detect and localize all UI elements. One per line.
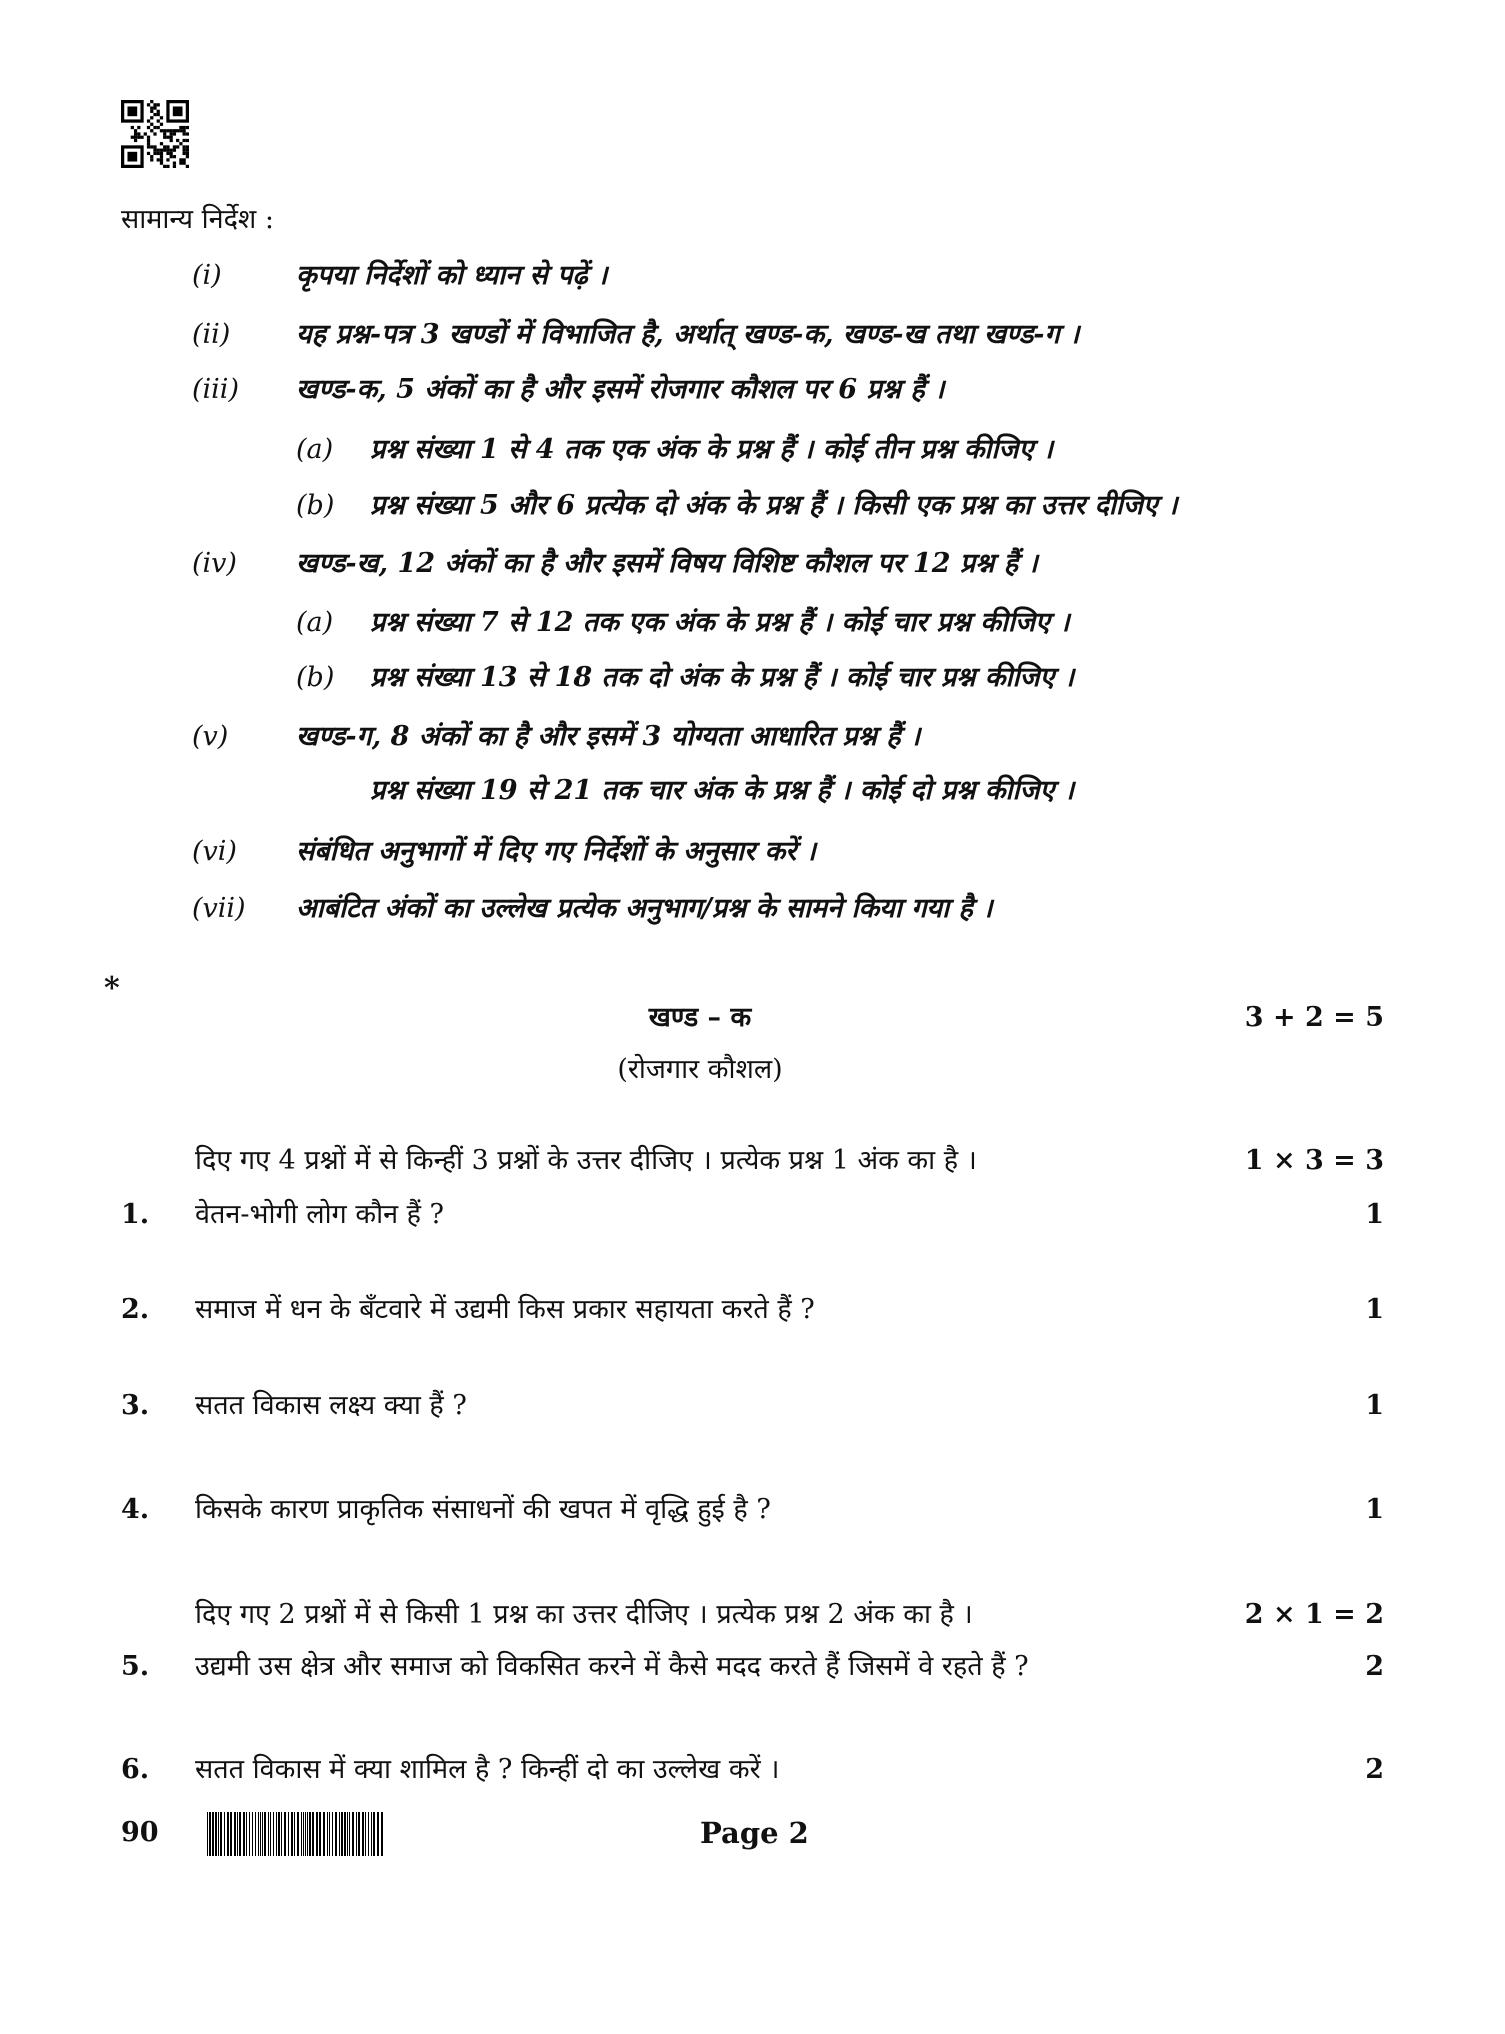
question-marks: 1	[1365, 1494, 1384, 1525]
sub-instruction-label: (b)	[296, 490, 335, 521]
sub-instruction-text: प्रश्न संख्या 7 से 12 तक एक अंक के प्रश्न हैं । कोई चार प्रश्न कीजिए ।	[370, 607, 1070, 638]
sub-instruction-text: प्रश्न संख्या 5 और 6 प्रत्येक दो अंक के प्रश्न हैं । किसी एक प्रश्न का उत्तर दीजिए ।	[370, 490, 1178, 521]
instruction-continuation: प्रश्न संख्या 19 से 21 तक चार अंक के प्रश्न हैं । कोई दो प्रश्न कीजिए ।	[370, 775, 1075, 806]
question-text: किसके कारण प्राकृतिक संसाधनों की खपत में वृद्धि हुई है ?	[195, 1494, 771, 1525]
sub-instruction-label: (a)	[296, 434, 334, 465]
general-instructions-heading: सामान्य निर्देश :	[121, 204, 274, 235]
instruction-label: (ii)	[192, 319, 231, 350]
group-instruction: दिए गए 4 प्रश्नों में से किन्हीं 3 प्रश्नों के उत्तर दीजिए । प्रत्येक प्रश्न 1 अंक का है ।	[195, 1145, 977, 1176]
instruction-text: यह प्रश्न-पत्र 3 खण्डों में विभाजित है, अर्थात् खण्ड-क, खण्ड-ख तथा खण्ड-ग ।	[296, 319, 1080, 350]
instruction-label: (iii)	[192, 374, 239, 405]
group-marks: 1 × 3 = 3	[1244, 1145, 1384, 1176]
instruction-text: कृपया निर्देशों को ध्यान से पढ़ें ।	[296, 260, 608, 291]
section-subtitle: (रोजगार कौशल)	[617, 1054, 783, 1085]
question-number: 6.	[121, 1754, 150, 1785]
instruction-text: खण्ड-क, 5 अंकों का है और इसमें रोजगार कौशल पर 6 प्रश्न हैं ।	[296, 374, 945, 405]
sub-instruction-label: (a)	[296, 607, 334, 638]
instruction-label: (vii)	[192, 893, 246, 924]
instruction-text: खण्ड-ख, 12 अंकों का है और इसमें विषय विशिष्ट कौशल पर 12 प्रश्न हैं ।	[296, 548, 1038, 579]
question-number: 4.	[121, 1494, 150, 1525]
instruction-label: (vi)	[192, 836, 237, 867]
question-marks: 1	[1365, 1199, 1384, 1230]
question-marks: 1	[1365, 1390, 1384, 1421]
instruction-label: (iv)	[192, 548, 237, 579]
question-marks: 2	[1365, 1754, 1384, 1785]
question-number: 1.	[121, 1199, 150, 1230]
instruction-text: आबंटित अंकों का उल्लेख प्रत्येक अनुभाग/प्रश्न के सामने किया गया है ।	[296, 893, 993, 924]
instruction-label: (i)	[192, 260, 222, 291]
section-marks: 3 + 2 = 5	[1244, 1002, 1384, 1033]
question-text: सतत विकास लक्ष्य क्या हैं ?	[195, 1390, 467, 1421]
question-number: 2.	[121, 1294, 150, 1325]
instruction-text: संबंधित अनुभागों में दिए गए निर्देशों के अनुसार करें ।	[296, 836, 816, 867]
instruction-label: (v)	[192, 721, 229, 752]
barcode	[207, 1812, 387, 1856]
question-marks: 1	[1365, 1294, 1384, 1325]
qr-code	[121, 100, 189, 168]
group-instruction: दिए गए 2 प्रश्नों में से किसी 1 प्रश्न का उत्तर दीजिए । प्रत्येक प्रश्न 2 अंक का है ।	[195, 1599, 973, 1630]
instruction-text: खण्ड-ग, 8 अंकों का है और इसमें 3 योग्यता आधारित प्रश्न हैं ।	[296, 721, 921, 752]
paper-code: 90	[121, 1817, 159, 1848]
group-marks: 2 × 1 = 2	[1244, 1599, 1384, 1630]
page-number: Page 2	[700, 1816, 809, 1850]
sub-instruction-label: (b)	[296, 662, 335, 693]
question-text: उद्यमी उस क्षेत्र और समाज को विकसित करने में कैसे मदद करते हैं जिसमें वे रहते हैं ?	[195, 1651, 1029, 1682]
sub-instruction-text: प्रश्न संख्या 1 से 4 तक एक अंक के प्रश्न हैं । कोई तीन प्रश्न कीजिए ।	[370, 434, 1054, 465]
question-number: 3.	[121, 1390, 150, 1421]
question-marks: 2	[1365, 1651, 1384, 1682]
star-mark: *	[104, 971, 120, 1006]
question-number: 5.	[121, 1651, 150, 1682]
question-text: समाज में धन के बँटवारे में उद्यमी किस प्रकार सहायता करते हैं ?	[195, 1294, 815, 1325]
sub-instruction-text: प्रश्न संख्या 13 से 18 तक दो अंक के प्रश्न हैं । कोई चार प्रश्न कीजिए ।	[370, 662, 1075, 693]
question-text: वेतन-भोगी लोग कौन हैं ?	[195, 1199, 445, 1230]
question-text: सतत विकास में क्या शामिल है ? किन्हीं दो का उल्लेख करें ।	[195, 1754, 780, 1785]
section-title: खण्ड – क	[648, 1002, 752, 1033]
